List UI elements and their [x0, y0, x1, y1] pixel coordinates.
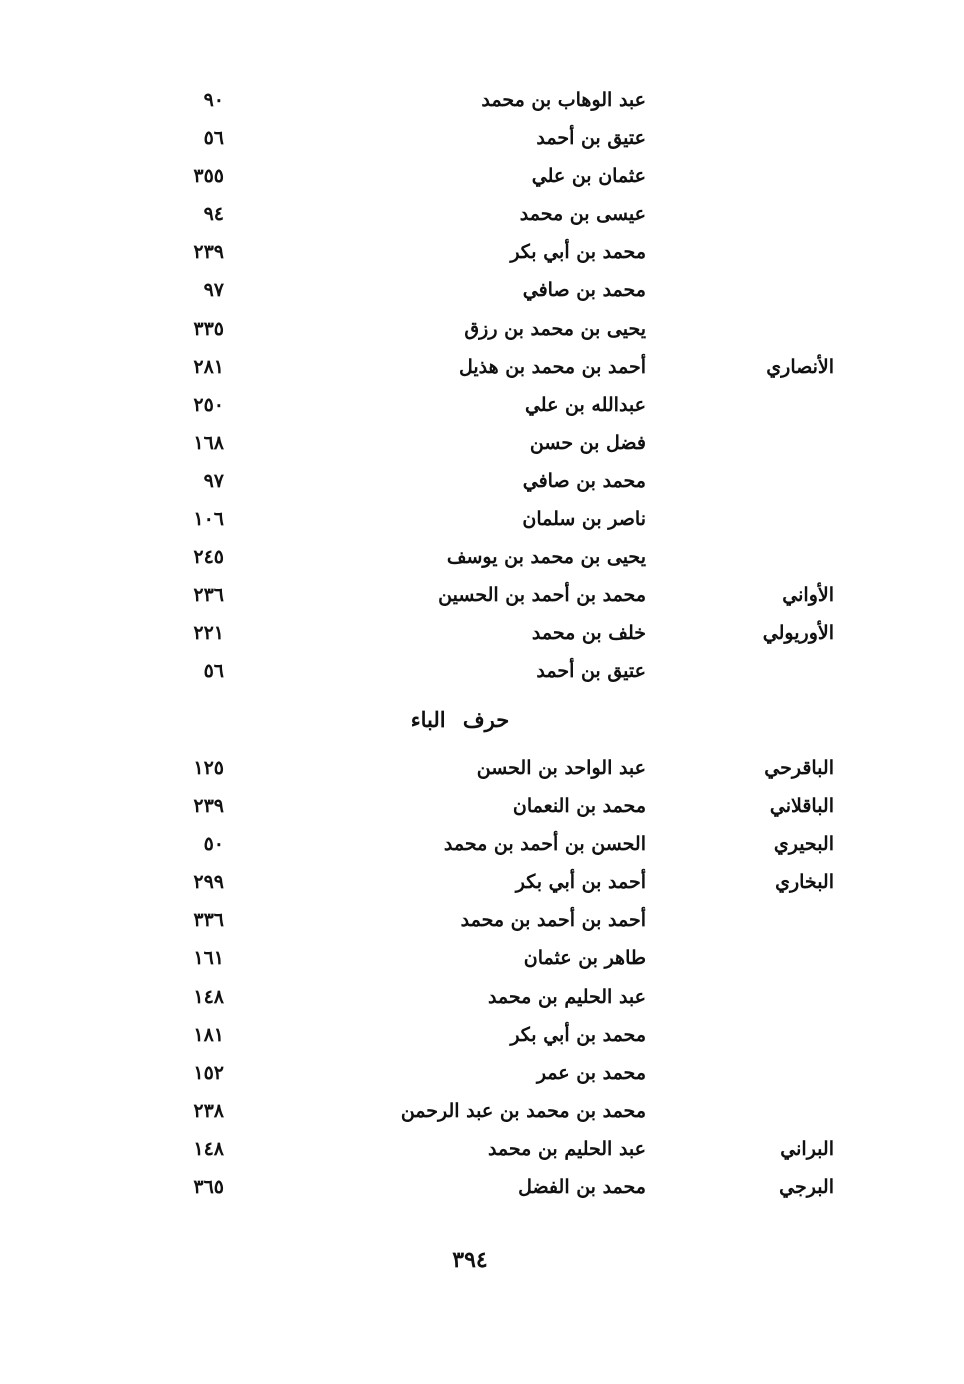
index-row	[0, 1131, 964, 1169]
person-name: يحيى بن محمد بن رزق	[464, 317, 646, 340]
page-reference: ٣٣٦	[193, 909, 224, 932]
person-name: طاهر بن عثمان	[523, 947, 646, 970]
index-row	[0, 196, 964, 234]
person-name: عتيق بن أحمد	[536, 660, 646, 683]
index-row	[0, 463, 964, 501]
person-name: محمد بن أبي بكر	[510, 241, 646, 264]
index-row	[0, 788, 964, 826]
index-row	[0, 653, 964, 691]
person-name: عثمان بن علي	[531, 165, 646, 188]
person-name: خلف بن محمد	[531, 622, 646, 645]
person-name: ناصر بن سلمان	[522, 508, 646, 531]
person-name: عبد الحليم بن محمد	[487, 1137, 646, 1160]
page-reference: ٥٦	[203, 127, 224, 150]
page-reference: ٩٠	[203, 89, 224, 111]
page-reference: ٢٨١	[193, 355, 224, 378]
index-row	[0, 902, 964, 940]
index-row	[0, 979, 964, 1017]
person-name: الحسن بن أحمد بن محمد	[443, 833, 646, 856]
nisba: الأوريولي	[762, 622, 834, 645]
index-entries-ba	[0, 750, 964, 1207]
person-name: عبد الحليم بن محمد	[487, 985, 646, 1008]
index-row	[0, 311, 964, 349]
person-name: عيسى بن محمد	[519, 203, 646, 226]
index-row	[0, 577, 964, 615]
index-row	[0, 387, 964, 425]
page-reference: ٩٤	[203, 203, 224, 226]
page-reference: ٢٤٥	[193, 546, 224, 569]
page-reference: ٢٣٩	[193, 241, 224, 264]
page-reference: ٥٦	[203, 660, 224, 683]
index-row	[0, 234, 964, 272]
nisba: البحيري	[773, 833, 834, 856]
index-row	[0, 539, 964, 577]
page-reference: ٢٥٠	[193, 393, 224, 416]
page-reference: ٢٢١	[193, 622, 224, 645]
index-row	[0, 349, 964, 387]
nisba: الباقرحي	[764, 757, 834, 779]
section-heading: حرف الباء	[410, 707, 510, 732]
person-name: عبد الواحد بن الحسن	[476, 757, 646, 779]
nisba: البرجي	[779, 1176, 834, 1199]
index-row	[0, 272, 964, 310]
index-row	[0, 501, 964, 539]
person-name: محمد بن النعمان	[512, 795, 646, 818]
index-row	[0, 120, 964, 158]
index-row	[0, 615, 964, 653]
page-number: ٣٩٤	[452, 1247, 488, 1273]
person-name: أحمد بن أحمد بن محمد	[460, 909, 646, 932]
page-reference: ٢٣٦	[193, 584, 224, 607]
person-name: فضل بن حسن	[529, 431, 646, 454]
index-row	[0, 82, 964, 120]
person-name: محمد بن أحمد بن الحسين	[438, 584, 646, 607]
person-name: عتيق بن أحمد	[536, 127, 646, 150]
page-reference: ١٥٢	[193, 1061, 224, 1084]
index-row	[0, 425, 964, 463]
page-reference: ١٨١	[193, 1023, 224, 1046]
page-reference: ١٦٨	[193, 431, 224, 454]
person-name: أحمد بن محمد بن هذيل	[458, 355, 646, 378]
page-reference: ١٤٨	[193, 1137, 224, 1160]
nisba: الأواني	[782, 584, 834, 607]
nisba: البخاري	[775, 871, 834, 894]
page-reference: ١٢٥	[193, 757, 224, 779]
nisba: الأنصاري	[766, 355, 834, 378]
index-row	[0, 826, 964, 864]
index-row	[0, 1055, 964, 1093]
person-name: محمد بن عمر	[536, 1061, 646, 1084]
page-reference: ٣٥٥	[193, 165, 224, 188]
index-row	[0, 1017, 964, 1055]
page-reference: ٢٩٩	[193, 871, 224, 894]
page-reference: ١٤٨	[193, 985, 224, 1008]
index-row	[0, 750, 964, 788]
person-name: عبدالله بن علي	[524, 393, 646, 416]
page-reference: ٢٣٩	[193, 795, 224, 818]
index-row	[0, 158, 964, 196]
person-name: محمد بن أبي بكر	[510, 1023, 646, 1046]
nisba: البراني	[780, 1137, 834, 1160]
page-reference: ٩٧	[203, 469, 224, 492]
page-reference: ٢٣٨	[193, 1099, 224, 1122]
index-row	[0, 940, 964, 978]
page-reference: ٣٦٥	[193, 1176, 224, 1199]
person-name: عبد الوهاب بن محمد	[481, 89, 646, 111]
person-name: محمد بن صافي	[522, 279, 646, 302]
person-name: يحيى بن محمد بن يوسف	[446, 546, 646, 569]
page-reference: ١٦١	[193, 947, 224, 970]
index-row	[0, 1093, 964, 1131]
person-name: أحمد بن أبي بكر	[515, 871, 646, 894]
person-name: محمد بن صافي	[522, 469, 646, 492]
page-reference: ٥٠	[203, 833, 224, 856]
page-reference: ١٠٦	[193, 508, 224, 531]
page-reference: ٣٣٥	[193, 317, 224, 340]
person-name: محمد بن الفضل	[518, 1176, 646, 1199]
index-entries-alif	[0, 82, 964, 692]
nisba: الباقلاني	[769, 795, 834, 818]
index-row	[0, 1169, 964, 1207]
person-name: محمد بن محمد بن عبد الرحمن	[400, 1099, 646, 1122]
index-row	[0, 864, 964, 902]
page-reference: ٩٧	[203, 279, 224, 302]
